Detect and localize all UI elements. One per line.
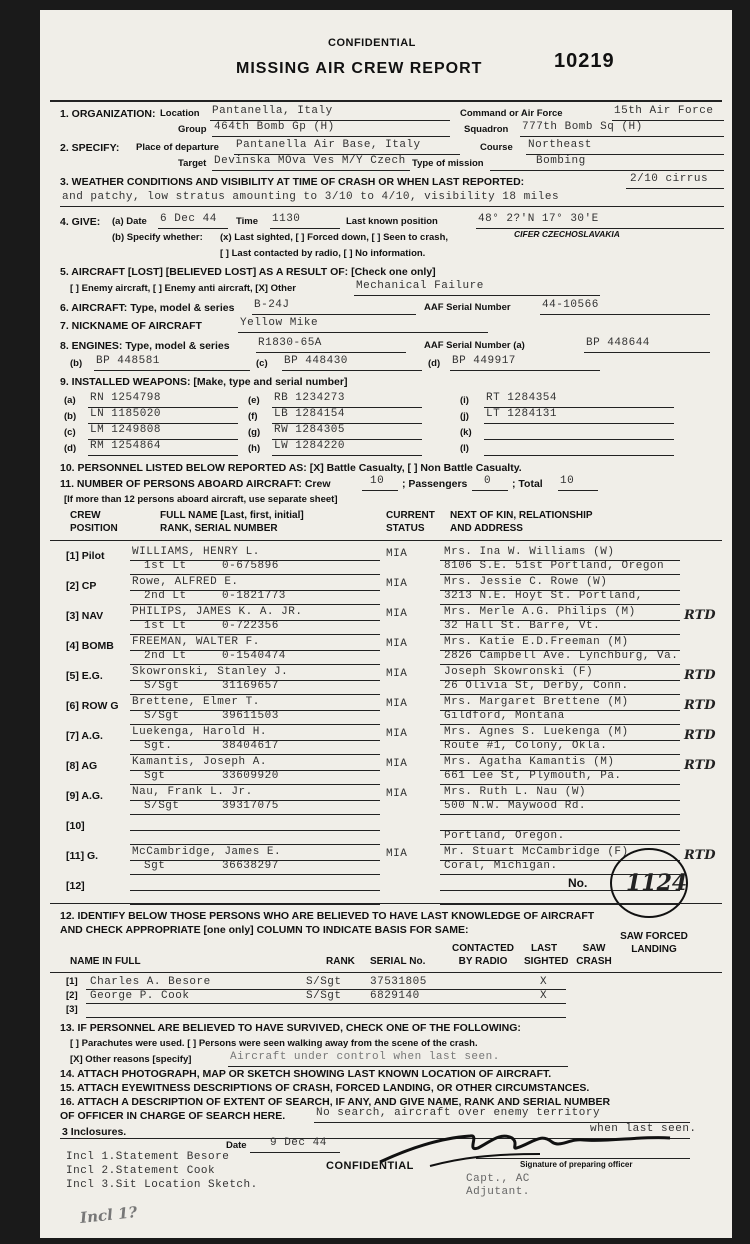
- crew-status: MIA: [386, 788, 408, 800]
- circle-value: 1124: [626, 870, 688, 896]
- crew-kin: Joseph Skowronski (F): [444, 666, 594, 678]
- weapon-key: (l): [460, 443, 469, 454]
- s12-header-rule: [50, 972, 722, 973]
- crew-name: Luekenga, Harold H.: [132, 726, 267, 738]
- s9-label: 9. INSTALLED WEAPONS: [Make, type and serial number]: [60, 376, 348, 388]
- crew-serial: 0-1821773: [222, 590, 286, 602]
- circle-label: No.: [568, 876, 588, 890]
- search-value-1: No search, aircraft over enemy territory: [316, 1107, 601, 1119]
- s14-label: 14. ATTACH PHOTOGRAPH, MAP OR SKETCH SHOWING LAST KNOWN LOCATION OF AIRCRAFT.: [60, 1068, 552, 1080]
- location-value: Pantanella, Italy: [212, 105, 333, 117]
- total-label: ; Total: [512, 478, 543, 490]
- crew-kin: Mrs. Merle A.G. Philips (M): [444, 606, 636, 618]
- inclosure-3: Incl 3.Sit Location Sketch.: [66, 1179, 258, 1191]
- crew-address: Route #1, Colony, Okla.: [444, 740, 608, 752]
- s12-row-name: Charles A. Besore: [90, 976, 211, 988]
- crew-rank: Sgt.: [144, 740, 173, 752]
- footer-date-value: 9 Dec 44: [270, 1137, 327, 1149]
- crew-status: MIA: [386, 668, 408, 680]
- crew-position: [8] AG: [66, 760, 98, 772]
- departure-value: Pantanella Air Base, Italy: [236, 139, 421, 151]
- crew-address: 3213 N.E. Hoyt St. Portland,: [444, 590, 643, 602]
- s12-row-name: George P. Cook: [90, 990, 190, 1002]
- s12-row-serial: 6829140: [370, 990, 420, 1002]
- crew-address: 500 N.W. Maywood Rd.: [444, 800, 587, 812]
- command-value: 15th Air Force: [614, 105, 714, 117]
- crew-address: 26 Olivia St, Derby, Conn.: [444, 680, 629, 692]
- crew-kin: Mrs. Agnes S. Luekenga (M): [444, 726, 629, 738]
- weapon-key: (c): [64, 427, 76, 438]
- command-label: Command or Air Force: [460, 108, 563, 119]
- crew-serial: 39611503: [222, 710, 279, 722]
- s12-h-serial: SERIAL No.: [370, 956, 426, 967]
- crew-name: Brettene, Elmer T.: [132, 696, 260, 708]
- crew-count: 10: [370, 475, 385, 487]
- course-label: Course: [480, 142, 513, 153]
- crew-position: [1] Pilot: [66, 550, 105, 562]
- s12-row-mark: X: [540, 976, 548, 988]
- weapon-key: (a): [64, 395, 76, 406]
- weapon-value: LT 1284131: [486, 408, 558, 420]
- date-label: (a) Date: [112, 216, 147, 227]
- crew-status: MIA: [386, 578, 408, 590]
- crew-status: MIA: [386, 848, 408, 860]
- crew-serial: 33609920: [222, 770, 279, 782]
- weapon-value: RW 1284305: [274, 424, 346, 436]
- rank-col-header: RANK, SERIAL NUMBER: [160, 523, 278, 534]
- crew-serial: 31169657: [222, 680, 279, 692]
- engine-serial-label: AAF Serial Number (a): [424, 340, 525, 351]
- s12-h-contacted: CONTACTED BY RADIO: [451, 943, 515, 967]
- crew-note: RTD: [684, 758, 716, 773]
- aircraft-type-value: B-24J: [254, 299, 290, 311]
- location-label: Location: [160, 108, 200, 119]
- crew-address: 661 Lee St, Plymouth, Pa.: [444, 770, 622, 782]
- crew-status: MIA: [386, 608, 408, 620]
- status-col-header-1: CURRENT: [386, 510, 435, 521]
- s12-label-2: AND CHECK APPROPRIATE [one only] COLUMN TO INDICATE BASIS FOR SAME:: [60, 924, 469, 936]
- inclosures-label: 3 Inclosures.: [62, 1126, 127, 1138]
- crew-address: 32 Hall St. Barre, Vt.: [444, 620, 601, 632]
- crew-rank: S/Sgt: [144, 800, 180, 812]
- crew-status: MIA: [386, 548, 408, 560]
- engine-d-label: (d): [428, 358, 441, 369]
- crew-serial: 0-675896: [222, 560, 279, 572]
- weather-value-1: 2/10 cirrus: [630, 173, 709, 185]
- s15-label: 15. ATTACH EYEWITNESS DESCRIPTIONS OF CRASH, FORCED LANDING, OR OTHER CIRCUMSTANCES.: [60, 1082, 590, 1094]
- s4-options-2: [ ] Last contacted by radio, [ ] No information.: [220, 248, 426, 259]
- crew-bottom-rule: [50, 903, 722, 904]
- crew-name: PHILIPS, JAMES K. A. JR.: [132, 606, 303, 618]
- confidential-top: CONFIDENTIAL: [328, 37, 416, 49]
- signature-title: Adjutant.: [466, 1186, 530, 1198]
- s12-h-saw: SAW CRASH: [576, 943, 612, 967]
- s12-row-key: [1]: [66, 976, 78, 987]
- weapon-value: RT 1284354: [486, 392, 558, 404]
- s13-label: 13. IF PERSONNEL ARE BELIEVED TO HAVE SURVIVED, CHECK ONE OF THE FOLLOWING:: [60, 1022, 521, 1034]
- crew-name: Kamantis, Joseph A.: [132, 756, 267, 768]
- weapon-key: (i): [460, 395, 469, 406]
- s7-label: 7. NICKNAME OF AIRCRAFT: [60, 320, 202, 332]
- signature-rank: Capt., AC: [466, 1173, 530, 1185]
- crew-rank: S/Sgt: [144, 710, 180, 722]
- signature-caption: Signature of preparing officer: [520, 1160, 633, 1169]
- crew-kin: Mrs. Ruth L. Nau (W): [444, 786, 587, 798]
- s13-other-value: Aircraft under control when last seen.: [230, 1051, 500, 1063]
- margin-note: Incl 1?: [79, 1203, 138, 1227]
- crew-serial: 36638297: [222, 860, 279, 872]
- crew-rank: 1st Lt: [144, 620, 187, 632]
- weapon-key: (k): [460, 427, 472, 438]
- crew-address: 8106 S.E. 51st Portland, Oregon: [444, 560, 665, 572]
- crew-serial: 38404617: [222, 740, 279, 752]
- specify-label: (b) Specify whether:: [112, 232, 203, 243]
- position-value: 48° 2?'N 17° 30'E: [478, 213, 599, 225]
- weapon-key: (g): [248, 427, 261, 438]
- s5-options: [ ] Enemy aircraft, [ ] Enemy anti aircraft, [X] Other: [70, 283, 296, 294]
- s16-label-2: OF OFFICER IN CHARGE OF SEARCH HERE.: [60, 1110, 286, 1122]
- crew-rank: Sgt: [144, 860, 166, 872]
- crew-status: MIA: [386, 758, 408, 770]
- weapon-value: LN 1185020: [90, 408, 162, 420]
- s12-row-mark: X: [540, 990, 548, 1002]
- crew-position: [5] E.G.: [66, 670, 103, 682]
- s11-label: 11. NUMBER OF PERSONS ABOARD AIRCRAFT: Crew: [60, 478, 331, 490]
- s12-row-key: [2]: [66, 990, 78, 1001]
- s13-option-1: [ ] Parachutes were used. [ ] Persons were seen walking away from the scene of the crash.: [70, 1038, 478, 1049]
- engine-c-value: BP 448430: [284, 355, 348, 367]
- position-label: Last known position: [346, 216, 438, 227]
- crew-name: WILLIAMS, HENRY L.: [132, 546, 260, 558]
- crew-position: [10]: [66, 820, 85, 832]
- status-col-header-2: STATUS: [386, 523, 425, 534]
- crew-serial: 39317075: [222, 800, 279, 812]
- weapon-value: RB 1234273: [274, 392, 346, 404]
- course-value: Northeast: [528, 139, 592, 151]
- aircraft-serial-value: 44-10566: [542, 299, 599, 311]
- s6-label: 6. AIRCRAFT: Type, model & series: [60, 302, 235, 314]
- crew-position: [6] ROW G: [66, 700, 119, 712]
- crew-position: [7] A.G.: [66, 730, 103, 742]
- kin-col-header-2: AND ADDRESS: [450, 523, 523, 534]
- mission-label: Type of mission: [412, 158, 484, 169]
- crew-name: Rowe, ALFRED E.: [132, 576, 239, 588]
- s2-label: 2. SPECIFY:: [60, 142, 120, 154]
- crew-note: RTD: [684, 698, 716, 713]
- position-col-header: POSITION: [70, 523, 118, 534]
- s4-options-1: (x) Last sighted, [ ] Forced down, [ ] Seen to crash,: [220, 232, 449, 243]
- engine-type-value: R1830-65A: [258, 337, 322, 349]
- name-col-header: FULL NAME [Last, first, initial]: [160, 510, 304, 521]
- crew-position: [2] CP: [66, 580, 97, 592]
- s12-row-rank: S/Sgt: [306, 976, 342, 988]
- weapon-key: (h): [248, 443, 261, 454]
- position-note: CIFER CZECHOSLAVAKIA: [514, 229, 620, 239]
- kin-col-header-1: NEXT OF KIN, RELATIONSHIP: [450, 510, 593, 521]
- engine-b-label: (b): [70, 358, 83, 369]
- crew-address: 2826 Campbell Ave. Lynchburg, Va.: [444, 650, 679, 662]
- aircraft-serial-label: AAF Serial Number: [424, 302, 511, 313]
- crew-note: RTD: [684, 848, 716, 863]
- number-stamp: [610, 848, 688, 918]
- crew-rank: 1st Lt: [144, 560, 187, 572]
- report-sheet: [40, 10, 732, 1238]
- crew-status: MIA: [386, 728, 408, 740]
- inclosure-2: Incl 2.Statement Cook: [66, 1165, 216, 1177]
- weapon-value: LW 1284220: [274, 440, 346, 452]
- crew-position: [3] NAV: [66, 610, 104, 622]
- crew-rank: S/Sgt: [144, 680, 180, 692]
- weapon-key: (b): [64, 411, 77, 422]
- nickname-value: Yellow Mike: [240, 317, 319, 329]
- passengers-label: ; Passengers: [402, 478, 468, 490]
- s8-label: 8. ENGINES: Type, model & series: [60, 340, 230, 352]
- target-value: Devinska MOva Ves M/Y Czech: [214, 155, 406, 167]
- crew-position: [9] A.G.: [66, 790, 103, 802]
- crew-name: FREEMAN, WALTER F.: [132, 636, 260, 648]
- weather-value-2: and patchy, low stratus amounting to 3/10 to 4/10, visibility 18 miles: [62, 191, 560, 203]
- time-value: 1130: [272, 213, 301, 225]
- weapon-key: (d): [64, 443, 77, 454]
- time-label: Time: [236, 216, 259, 227]
- crew-kin: Mrs. Ina W. Williams (W): [444, 546, 615, 558]
- crew-kin: Mrs. Agatha Kamantis (M): [444, 756, 615, 768]
- crew-address: Gildford, Montana: [444, 710, 565, 722]
- confidential-bottom: CONFIDENTIAL: [326, 1160, 414, 1172]
- s10-label: 10. PERSONNEL LISTED BELOW REPORTED AS: [X] Battle Casualty, [ ] Non Battle Casualty.: [60, 462, 522, 474]
- engine-a-value: BP 448644: [586, 337, 650, 349]
- crew-position: [4] BOMB: [66, 640, 114, 652]
- crew-rank: 2nd Lt: [144, 650, 187, 662]
- crew-note: RTD: [684, 668, 716, 683]
- group-label: Group: [178, 124, 207, 135]
- crew-status: MIA: [386, 638, 408, 650]
- mission-value: Bombing: [536, 155, 586, 167]
- squadron-label: Squadron: [464, 124, 509, 135]
- total-count: 10: [560, 475, 575, 487]
- target-label: Target: [178, 158, 207, 169]
- crew-serial: 0-722356: [222, 620, 279, 632]
- weapon-key: (f): [248, 411, 258, 422]
- s12-row-key: [3]: [66, 1004, 78, 1015]
- crew-name: Skowronski, Stanley J.: [132, 666, 289, 678]
- s3-label: 3. WEATHER CONDITIONS AND VISIBILITY AT TIME OF CRASH OR WHEN LAST REPORTED:: [60, 176, 525, 188]
- crew-address: Coral, Michigan.: [444, 860, 558, 872]
- s12-row-serial: 37531805: [370, 976, 427, 988]
- crew-note: RTD: [684, 728, 716, 743]
- engine-d-value: BP 449917: [452, 355, 516, 367]
- passengers-count: 0: [484, 475, 492, 487]
- crew-kin: Mrs. Jessie C. Rowe (W): [444, 576, 608, 588]
- crew-note: RTD: [684, 608, 716, 623]
- weapon-value: RN 1254798: [90, 392, 162, 404]
- engine-b-value: BP 448581: [96, 355, 160, 367]
- s11-note: [If more than 12 persons aboard aircraft, use separate sheet]: [64, 494, 338, 505]
- crew-status: MIA: [386, 698, 408, 710]
- s12-h-rank: RANK: [326, 956, 355, 967]
- crew-header-rule: [50, 540, 722, 541]
- crew-kin: Mr. Stuart McCambridge (F): [444, 846, 629, 858]
- footer-date-label: Date: [226, 1140, 247, 1151]
- crew-kin: Mrs. Margaret Brettene (M): [444, 696, 629, 708]
- crew-rank: 2nd Lt: [144, 590, 187, 602]
- weapon-value: LB 1284154: [274, 408, 346, 420]
- crew-rank: Sgt: [144, 770, 166, 782]
- crew-address: Portland, Oregon.: [444, 830, 565, 842]
- crew-name: McCambridge, James E.: [132, 846, 282, 858]
- crew-position: [12]: [66, 880, 85, 892]
- crew-serial: 0-1540474: [222, 650, 286, 662]
- date-value: 6 Dec 44: [160, 213, 217, 225]
- s12-h-name: NAME IN FULL: [70, 956, 141, 967]
- s12-h-last: LAST SIGHTED: [524, 943, 569, 967]
- weapon-value: RM 1254864: [90, 440, 162, 452]
- top-rule: [50, 100, 722, 102]
- s12-h-forced: SAW FORCED LANDING: [620, 931, 688, 955]
- crew-position: [11] G.: [66, 850, 99, 862]
- crew-kin: Mrs. Katie E.D.Freeman (M): [444, 636, 629, 648]
- crew-name: Nau, Frank L. Jr.: [132, 786, 253, 798]
- s5-other-value: Mechanical Failure: [356, 280, 484, 292]
- s5-label: 5. AIRCRAFT [LOST] [BELIEVED LOST] AS A RESULT OF: [Check one only]: [60, 266, 436, 278]
- inclosure-1: Incl 1.Statement Besore: [66, 1151, 230, 1163]
- report-number: 10219: [554, 50, 615, 72]
- crew-col-header: CREW: [70, 510, 101, 521]
- weapon-key: (e): [248, 395, 260, 406]
- squadron-value: 777th Bomb Sq (H): [522, 121, 643, 133]
- s13-option-2: [X] Other reasons [specify]: [70, 1054, 192, 1065]
- search-value-2: when last seen.: [590, 1123, 697, 1135]
- s16-label-1: 16. ATTACH A DESCRIPTION OF EXTENT OF SEARCH, IF ANY, AND GIVE NAME, RANK AND SERIAL NUMBER: [60, 1096, 611, 1108]
- group-value: 464th Bomb Gp (H): [214, 121, 335, 133]
- departure-label: Place of departure: [136, 142, 219, 153]
- weapon-value: LM 1249808: [90, 424, 162, 436]
- s12-label-1: 12. IDENTIFY BELOW THOSE PERSONS WHO ARE BELIEVED TO HAVE LAST KNOWLEDGE OF AIRCRAFT: [60, 910, 595, 922]
- engine-c-label: (c): [256, 358, 268, 369]
- weapon-key: (j): [460, 411, 469, 422]
- s4-label: 4. GIVE:: [60, 216, 101, 228]
- report-title: MISSING AIR CREW REPORT: [236, 60, 483, 77]
- s1-label: 1. ORGANIZATION:: [60, 108, 156, 120]
- s12-row-rank: S/Sgt: [306, 990, 342, 1002]
